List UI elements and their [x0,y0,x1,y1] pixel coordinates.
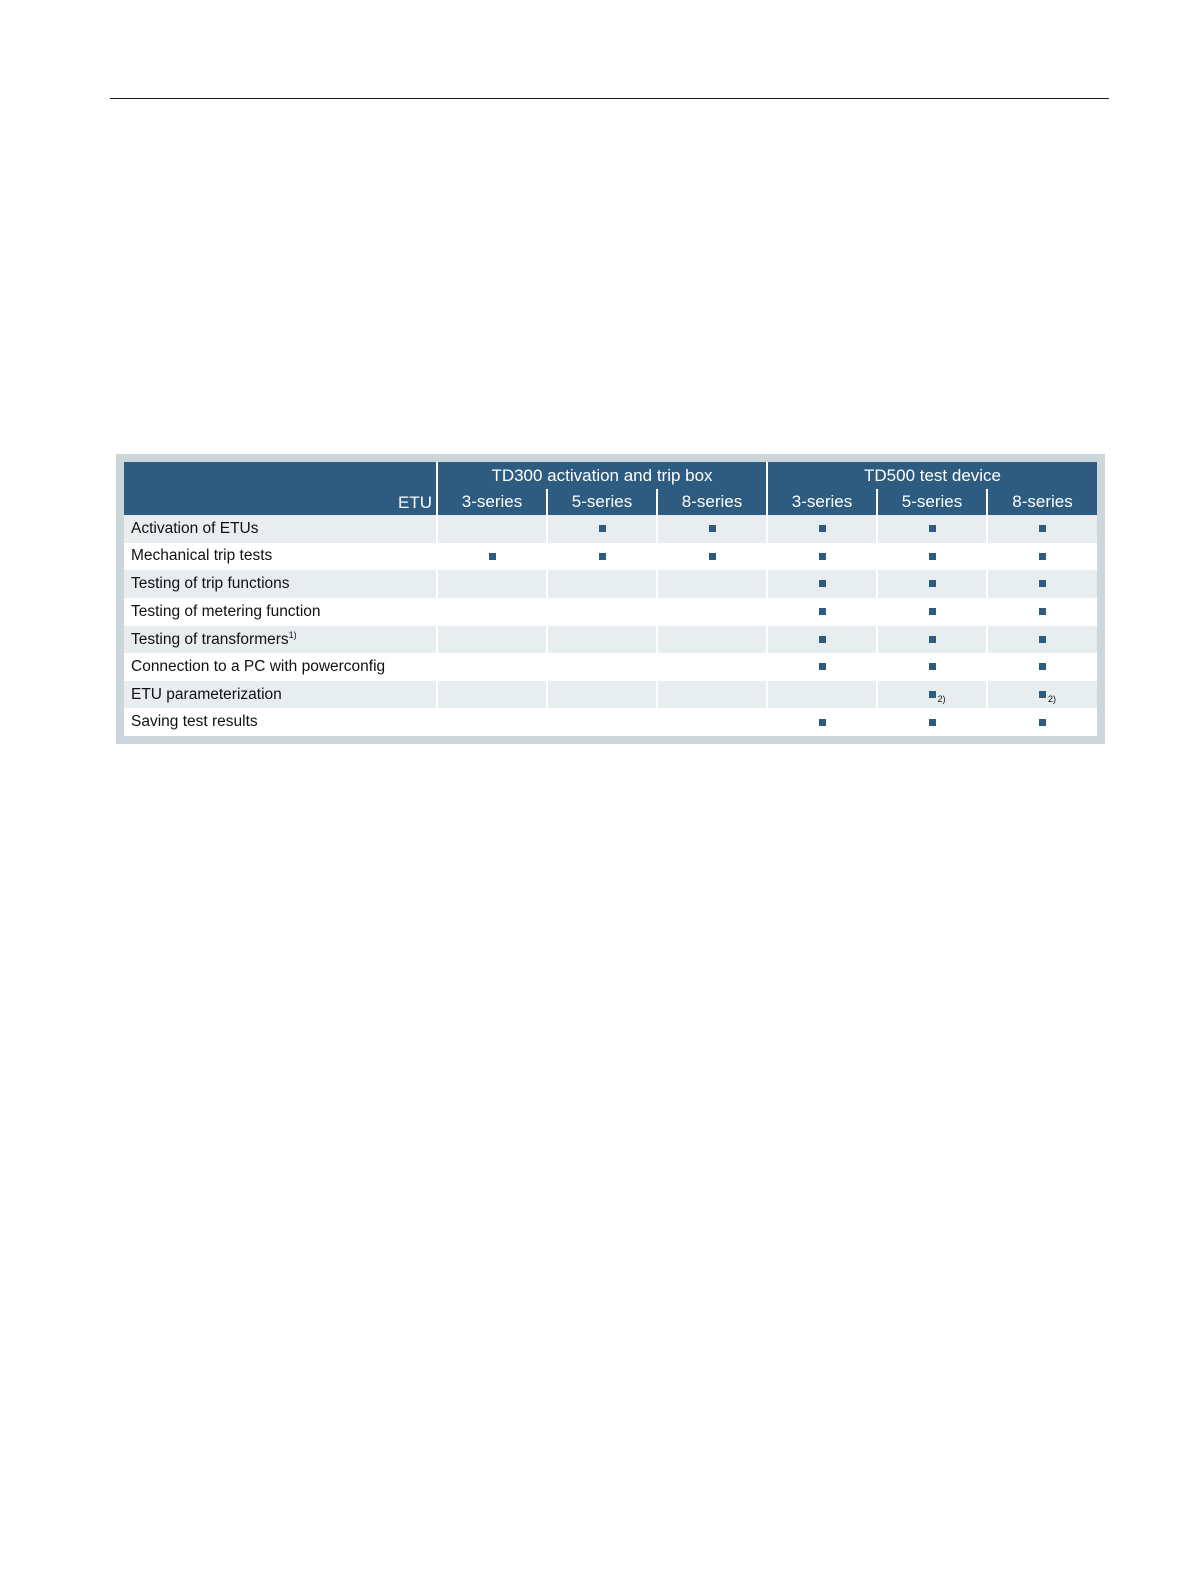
supported-marker-icon [1039,719,1046,726]
column-header-td300-5-series: 5-series [547,489,657,515]
supported-marker-icon [819,580,826,587]
support-cell [547,708,657,736]
support-cell [877,543,987,571]
support-cell [877,681,987,709]
group-header-td500: TD500 test device [767,462,1097,489]
corner-header-etu: ETU [124,462,437,515]
supported-marker-icon [599,525,606,532]
supported-marker-icon [929,525,936,532]
support-cell [437,708,547,736]
supported-marker-icon [819,525,826,532]
support-cell [657,598,767,626]
supported-marker-icon [709,553,716,560]
supported-marker-icon [929,553,936,560]
feature-matrix-body [124,515,1097,736]
feature-label: Testing of transformers [131,630,289,648]
support-cell [437,681,547,709]
support-cell [877,626,987,654]
support-cell [987,598,1097,626]
support-cell [547,515,657,543]
feature-label-cell [124,543,437,571]
support-cell [767,681,877,709]
support-cell [877,515,987,543]
support-cell [767,653,877,681]
supported-marker-icon [819,636,826,643]
support-cell [767,598,877,626]
feature-label: Testing of trip functions [131,575,290,593]
support-cell [547,653,657,681]
feature-label: Mechanical trip tests [131,547,273,565]
support-cell [657,681,767,709]
support-cell [547,543,657,571]
feature-label: Saving test results [131,713,258,731]
table-row [124,681,1097,709]
support-cell [657,653,767,681]
support-cell [547,570,657,598]
feature-label-cell [124,708,437,736]
support-cell [877,708,987,736]
supported-marker-icon [929,608,936,615]
feature-label: ETU parameterization [131,685,282,703]
feature-label-cell [124,653,437,681]
column-header-td500-3-series: 3-series [767,489,877,515]
cell-footnote: 2) [937,693,946,704]
supported-marker-icon [1039,580,1046,587]
support-cell [437,653,547,681]
feature-matrix-table [124,462,1097,736]
supported-marker-icon [1039,636,1046,643]
table-row [124,598,1097,626]
column-header-td500-5-series: 5-series [877,489,987,515]
support-cell [437,626,547,654]
supported-marker-icon [819,608,826,615]
supported-marker-icon [929,636,936,643]
supported-marker-icon [1039,691,1046,698]
header-rule [110,98,1109,99]
table-row [124,626,1097,654]
support-cell [767,626,877,654]
support-cell [437,570,547,598]
support-cell [437,543,547,571]
support-cell [987,681,1097,709]
supported-marker-icon [929,719,936,726]
support-cell [987,708,1097,736]
supported-marker-icon [1039,608,1046,615]
supported-marker-icon [819,719,826,726]
column-header-td300-3-series: 3-series [437,489,547,515]
supported-marker-icon [709,525,716,532]
support-cell [547,681,657,709]
supported-marker-icon [929,663,936,670]
support-cell [987,543,1097,571]
support-cell [437,598,547,626]
support-cell [987,570,1097,598]
supported-marker-icon [929,691,936,698]
group-header-td300: TD300 activation and trip box [437,462,767,489]
support-cell [437,515,547,543]
table-row [124,515,1097,543]
feature-label: Connection to a PC with powerconfig [131,657,386,675]
table-row [124,543,1097,571]
support-cell [987,653,1097,681]
column-header-td300-8-series: 8-series [657,489,767,515]
feature-label: Testing of metering function [131,602,321,620]
feature-footnote: 1) [288,629,297,640]
supported-marker-icon [819,663,826,670]
support-cell [987,515,1097,543]
feature-label-cell [124,681,437,709]
support-cell [877,653,987,681]
supported-marker-icon [599,553,606,560]
supported-marker-icon [819,553,826,560]
cell-footnote: 2) [1048,693,1057,704]
support-cell [767,543,877,571]
support-cell [767,570,877,598]
feature-label-cell [124,598,437,626]
support-cell [657,708,767,736]
support-cell [657,570,767,598]
supported-marker-icon [929,580,936,587]
feature-label-cell [124,515,437,543]
feature-label-cell [124,626,437,654]
feature-label: Activation of ETUs [131,519,259,537]
support-cell [657,515,767,543]
support-cell [657,626,767,654]
supported-marker-icon [1039,663,1046,670]
supported-marker-icon [1039,553,1046,560]
table-row [124,570,1097,598]
supported-marker-icon [489,553,496,560]
support-cell [767,515,877,543]
support-cell [767,708,877,736]
feature-matrix-frame [116,454,1105,744]
table-row [124,708,1097,736]
supported-marker-icon [1039,525,1046,532]
support-cell [657,543,767,571]
table-row [124,653,1097,681]
support-cell [877,570,987,598]
header-row-groups [124,462,1097,489]
support-cell [547,598,657,626]
support-cell [987,626,1097,654]
column-header-td500-8-series: 8-series [987,489,1097,515]
support-cell [547,626,657,654]
feature-label-cell [124,570,437,598]
support-cell [877,598,987,626]
